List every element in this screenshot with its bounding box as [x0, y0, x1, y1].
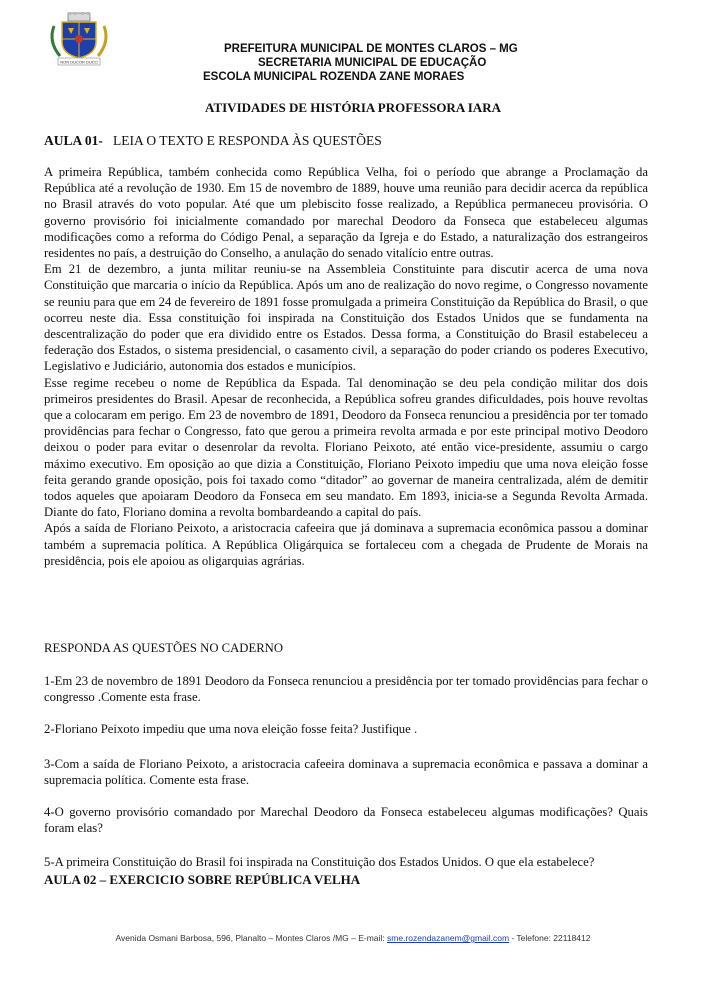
question-1: 1-Em 23 de novembro de 1891 Deodoro da Fonseca renunciou a presidência por ter tomado providências para fechar o congresso .Comente esta frase.	[44, 674, 648, 704]
header-prefeitura: PREFEITURA MUNICIPAL DE MONTES CLAROS – MG	[224, 43, 518, 55]
paragraph-2: Em 21 de dezembro, a junta militar reuniu-se na Assembleia Constituinte para discutir acerca de uma nova Constituição que marcaria o início da República. Após um ano de realização do novo regime, o Congresso novamente se reuniu para que em 24 de fevereiro de 1891 fosse promulgada a primeira Constituição da República do Brasil, o que ocorreu neste dia. Essa constituição foi inspirada na Constituição dos Estados Unidos que se fundamenta na descentralização do poder que era dividido entre os Estados. Dessa forma, a Constituição do Brasil estabeleceu a federação dos Estados, o sistema presidencial, o casamento civil, a separação do poder criando os poderes Executivo, Legislativo e Judiciário, autonomia dos estados e municípios.	[44, 262, 648, 374]
question-5: 5-A primeira Constituição do Brasil foi inspirada na Constituição dos Estados Unidos. O que ela estabelece?	[44, 855, 595, 869]
question-3: 3-Com a saída de Floriano Peixoto, a aristocracia cafeeira dominava a supremacia econômica e passava a dominar a supremacia política. Comente esta frase.	[44, 757, 648, 787]
footer	[0, 933, 706, 943]
questions-heading: RESPONDA AS QUESTÕES NO CADERNO	[44, 641, 283, 655]
crest-banner-text: NON DUCOR DUCO	[60, 59, 98, 65]
header-secretaria: SECRETARIA MUNICIPAL DE EDUCAÇÃO	[258, 57, 487, 69]
paragraph-1: A primeira República, também conhecida como República Velha, foi o período que abrange a Proclamação da República até a revolução de 1930. Em 15 de novembro de 1889, houve uma reunião para decidir acerca da república no Brasil através do voto popular. Até que um plebiscito fosse realizado, a República permaneceu provisória. O governo provisório foi inicialmente comandado por marechal Deodoro da Fonseca que estabeleceu algumas modificações como a reforma do Código Penal, a separação da Igreja e do Estado, a naturalização dos estrangeiros residentes no país, a destruição do Conselho, a anulação do senado vitalício entre outras.	[44, 165, 648, 261]
crown-icon	[68, 12, 90, 21]
footer-email-link[interactable]: sme.rozendazanem@gmail.com	[387, 933, 510, 943]
paragraph-3: Esse regime recebeu o nome de República da Espada. Tal denominação se deu pela condição militar dos dois primeiros presidentes do Brasil. Apesar de reconhecida, a República sofreu grandes dificuldades, pois houve revoltas que a colocaram em perigo. Em 23 de novembro de 1891, Deodoro da Fonseca renunciou a presidência por ter tomado providências para fechar o Congresso, fato que gerou a primeira revolta armada e por este principal motivo Deodoro deixou o poder para evitar o desenrolar da revolta. Floriano Peixoto, até então vice-presidente, assumiu o cargo máximo executivo. Em oposição ao que dizia a Constituição, Floriano Peixoto impediu que uma nova eleição fosse feita gerando grande oposição, pois foi taxado como “ditador” ao governar de maneira centralizada, além de demitir todos aqueles que apoiaram Deodoro da Fonseca em seu mandato. Em 1893, inicia-se a Segunda Revolta Armada. Diante do fato, Floriano domina a revolta bombardeando a capital do país.	[44, 375, 648, 520]
aula1-instruction: LEIA O TEXTO E RESPONDA ÀS QUESTÕES	[113, 133, 382, 148]
footer-phone: - Telefone: 22118412	[509, 933, 591, 943]
footer-address: Avenida Osmani Barbosa, 596, Planalto – Montes Claros /MG – E-mail:	[115, 933, 388, 943]
reading-text	[44, 164, 648, 569]
header-escola: ESCOLA MUNICIPAL ROZENDA ZANE MORAES	[203, 71, 465, 83]
page-title: ATIVIDADES DE HISTÓRIA PROFESSORA IARA	[205, 100, 501, 115]
municipal-crest-logo	[44, 12, 114, 66]
aula1-heading	[44, 133, 382, 149]
aula1-label: AULA 01-	[44, 133, 103, 148]
question-4: 4-O governo provisório comandado por Marechal Deodoro da Fonseca estabeleceu algumas modificações? Quais foram elas?	[44, 805, 648, 835]
aula2-heading: AULA 02 – EXERCICIO SOBRE REPÚBLICA VELHA	[44, 872, 361, 887]
paragraph-4: Após a saída de Floriano Peixoto, a aristocracia cafeeira que já dominava a supremacia econômica passou a dominar também a supremacia política. A República Oligárquica se fortaleceu com a chegada de Prudente de Morais na presidência, pois ele apoiou as oligarquias agrárias.	[44, 521, 648, 568]
question-2: 2-Floriano Peixoto impediu que uma nova eleição fosse feita? Justifique .	[44, 722, 418, 736]
